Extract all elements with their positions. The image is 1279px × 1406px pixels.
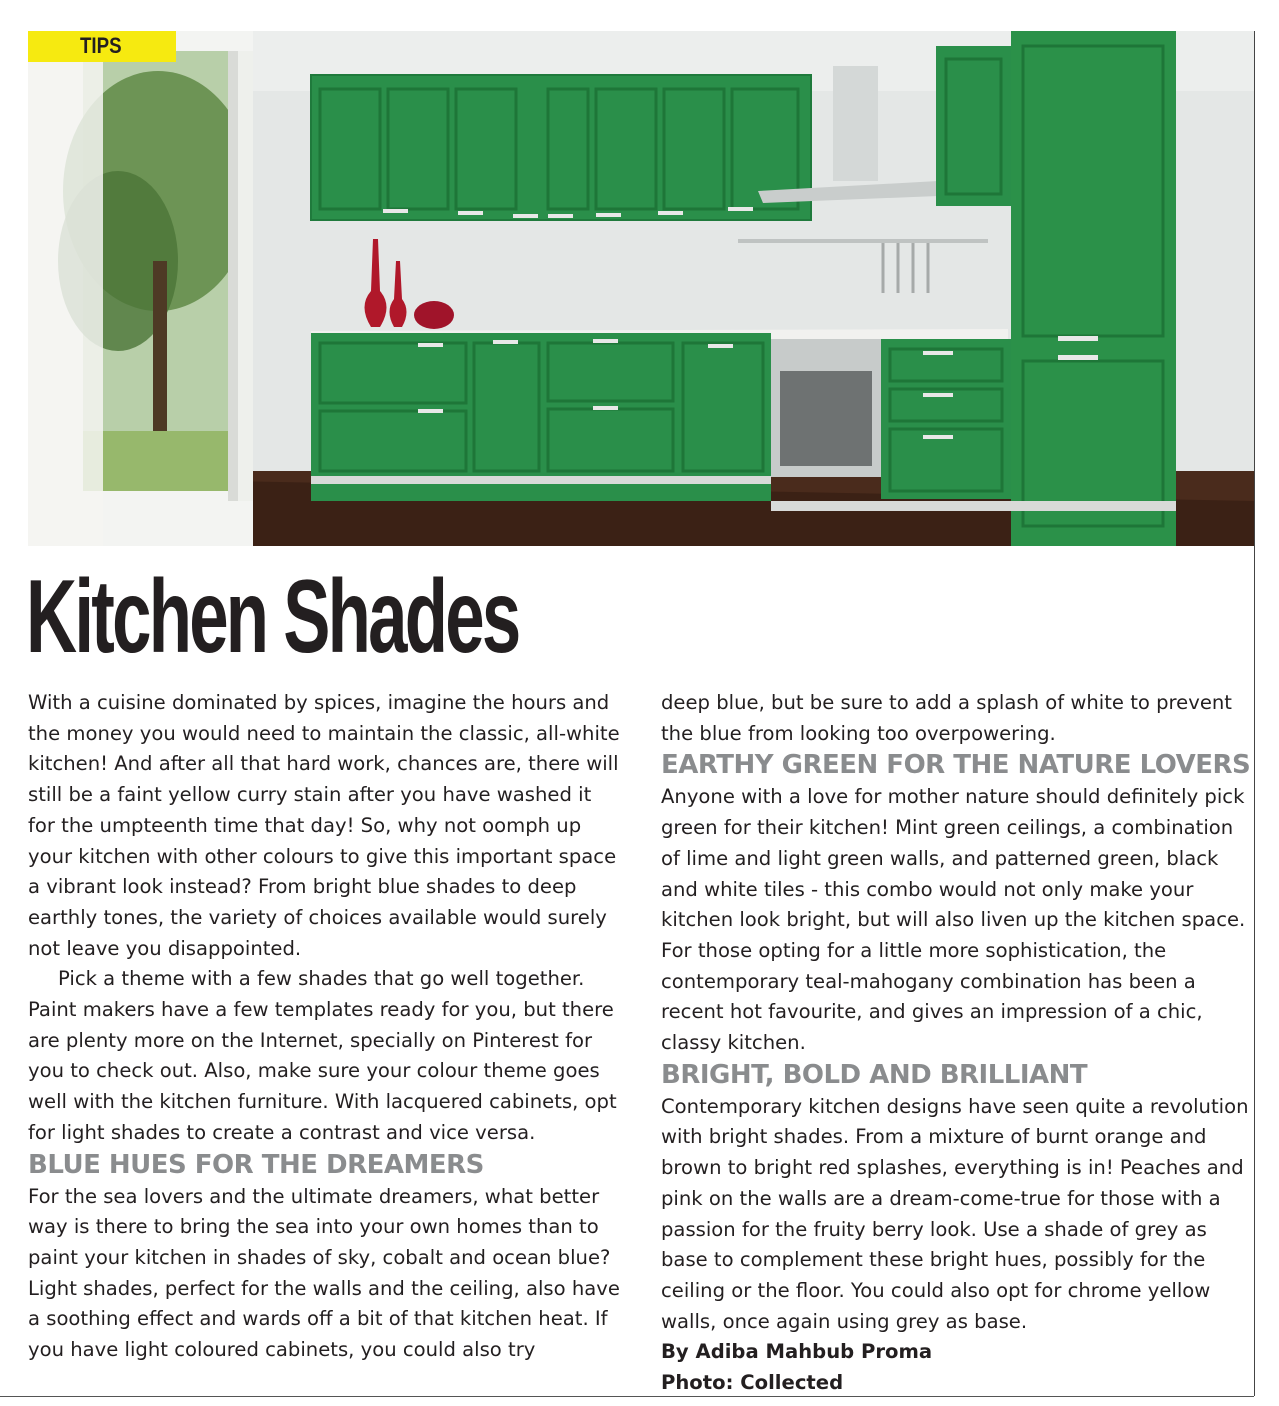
subheading-blue-hues: BLUE HUES FOR THE DREAMERS — [28, 1149, 484, 1180]
section-tag: TIPS — [80, 33, 122, 58]
paragraph: For the sea lovers and the ultimate dreamers, what better way is there to bring the sea into your own homes than to paint your kitchen in shades of sky, cobalt and ocean blue? Light shades, perfect for the walls and the ceiling, also have a soothing effect and wards off a bit of that kitchen heat. If you have light coloured cabinets, you could also try — [28, 1184, 620, 1362]
paragraph: With a cuisine dominated by spices, imagine the hours and the money you would need to maintain the classic, all-white kitchen! And after all that hard work, chances are, there will still be a faint yellow curry stain after you have washed it for the umpteenth time that day! So, why not oomph up your kitchen with other colours to give this important space a vibrant look instead? From bright blue shades to deep earthly tones, the variety of choices available would surely not leave you disappointed. — [28, 691, 620, 960]
page-border-right — [1254, 31, 1255, 1396]
paragraph: Pick a theme with a few shades that go well together. Paint makers have a few templates ready for you, but there are plenty more on the Internet, specially on Pinterest for you to check out. Also, make sure your colour theme goes well with the kitchen furniture. With lacquered cabinets, opt for light shades to create a contrast and vice versa. — [28, 967, 617, 1144]
article-column-right — [661, 688, 1255, 1399]
paragraph: Contemporary kitchen designs have seen quite a revolution with bright shades. From a mixture of burnt orange and brown to bright red splashes, everything is in! Peaches and pink on the walls are a dream-come-true for those with a passion for the fruity berry look. Use a shade of grey as base to complement these bright hues, possibly for the ceiling or the floor. You could also opt for chrome yellow walls, once again using grey as base. — [661, 1094, 1249, 1333]
page-border-bottom — [0, 1396, 1254, 1397]
article-column-left — [28, 688, 623, 1366]
byline: By Adiba Mahbub Proma — [661, 1340, 933, 1364]
subheading-earthy-green: EARTHY GREEN FOR THE NATURE LOVERS — [661, 750, 1251, 781]
paragraph: deep blue, but be sure to add a splash of white to prevent the blue from looking too overpowering. — [661, 691, 1232, 745]
photo-credit: Photo: Collected — [661, 1371, 844, 1395]
subheading-bright-bold: BRIGHT, BOLD AND BRILLIANT — [661, 1059, 1088, 1090]
paragraph: Anyone with a love for mother nature should definitely pick green for their kitchen! Mint green ceilings, a combination of lime and light green walls, and patterned green, black and white tiles - this combo would not only make your kitchen look bright, but will also liven up the kitchen space. For those opting for a little more sophistication, the contemporary teal-mahogany combination has been a recent hot favourite, and gives an impression of a chic, classy kitchen. — [661, 785, 1246, 1055]
kitchen-photo — [28, 31, 1255, 546]
article-title: Kitchen Shades — [26, 559, 519, 675]
